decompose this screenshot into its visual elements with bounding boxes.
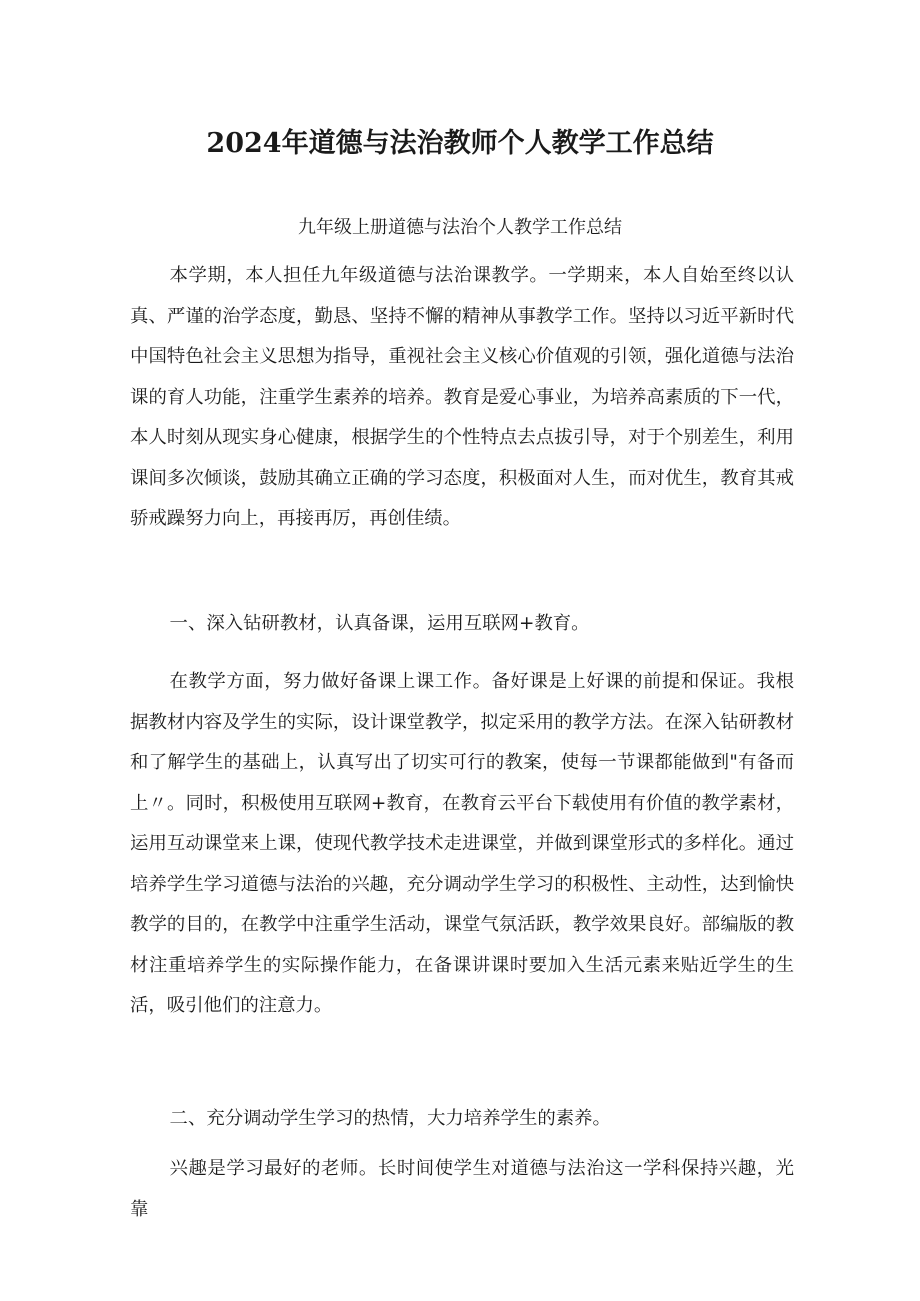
- section-heading-2: 二、充分调动学生学习的热情，大力培养学生的素养。: [169, 1108, 611, 1129]
- section-heading-1: 一、深入钻研教材，认真备课，运用互联网+教育。: [169, 613, 590, 634]
- paragraph-intro: 本学期，本人担任九年级道德与法治课教学。一学期来，本人自始至终以认真、严谨的治学态度，勤恳、坚持不懈的精神从事教学工作。坚持以习近平新时代中国特色社会主义思想为指导，重视社会主义核心价值观的引领，强化道德与法治课的育人功能，注重学生素养的培养。教育是爱心事业，为培养高素质的下一代，本人时刻从现实身心健康，根据学生的个性特点去点拔引导，对于个别差生，利用课间多次倾谈，鼓励其确立正确的学习态度，积极面对人生，而对优生，教育其戒骄戒躁努力向上，再接再厉，再创佳绩。: [130, 265, 794, 529]
- paragraph-section-1: 在教学方面，努力做好备课上课工作。备好课是上好课的前提和保证。我根据教材内容及学生的实际，设计课堂教学，拟定采用的教学方法。在深入钻研教材和了解学生的基础上，认真写出了切实可行的教案，使每一节课都能做到"有备而上〃。同时，积极使用互联网+教育，在教育云平台下载使用有价值的教学素材，运用互动课堂来上课，使现代教学技术走进课堂，并做到课堂形式的多样化。通过培养学生学习道德与法治的兴趣，充分调动学生学习的积极性、主动性，达到愉快教学的目的，在教学中注重学生活动，课堂气氛活跃，教学效果良好。部编版的教材注重培养学生的实际操作能力，在备课讲课时要加入生活元素来贴近学生的生活，吸引他们的注意力。: [130, 671, 794, 1016]
- document-subtitle: 九年级上册道德与法治个人教学工作总结: [298, 217, 622, 238]
- document-title: 2024年道德与法治教师个人教学工作总结: [206, 128, 714, 159]
- paragraph-section-2: 兴趣是学习最好的老师。长时间使学生对道德与法治这一学科保持兴趣，光靠: [130, 1158, 794, 1220]
